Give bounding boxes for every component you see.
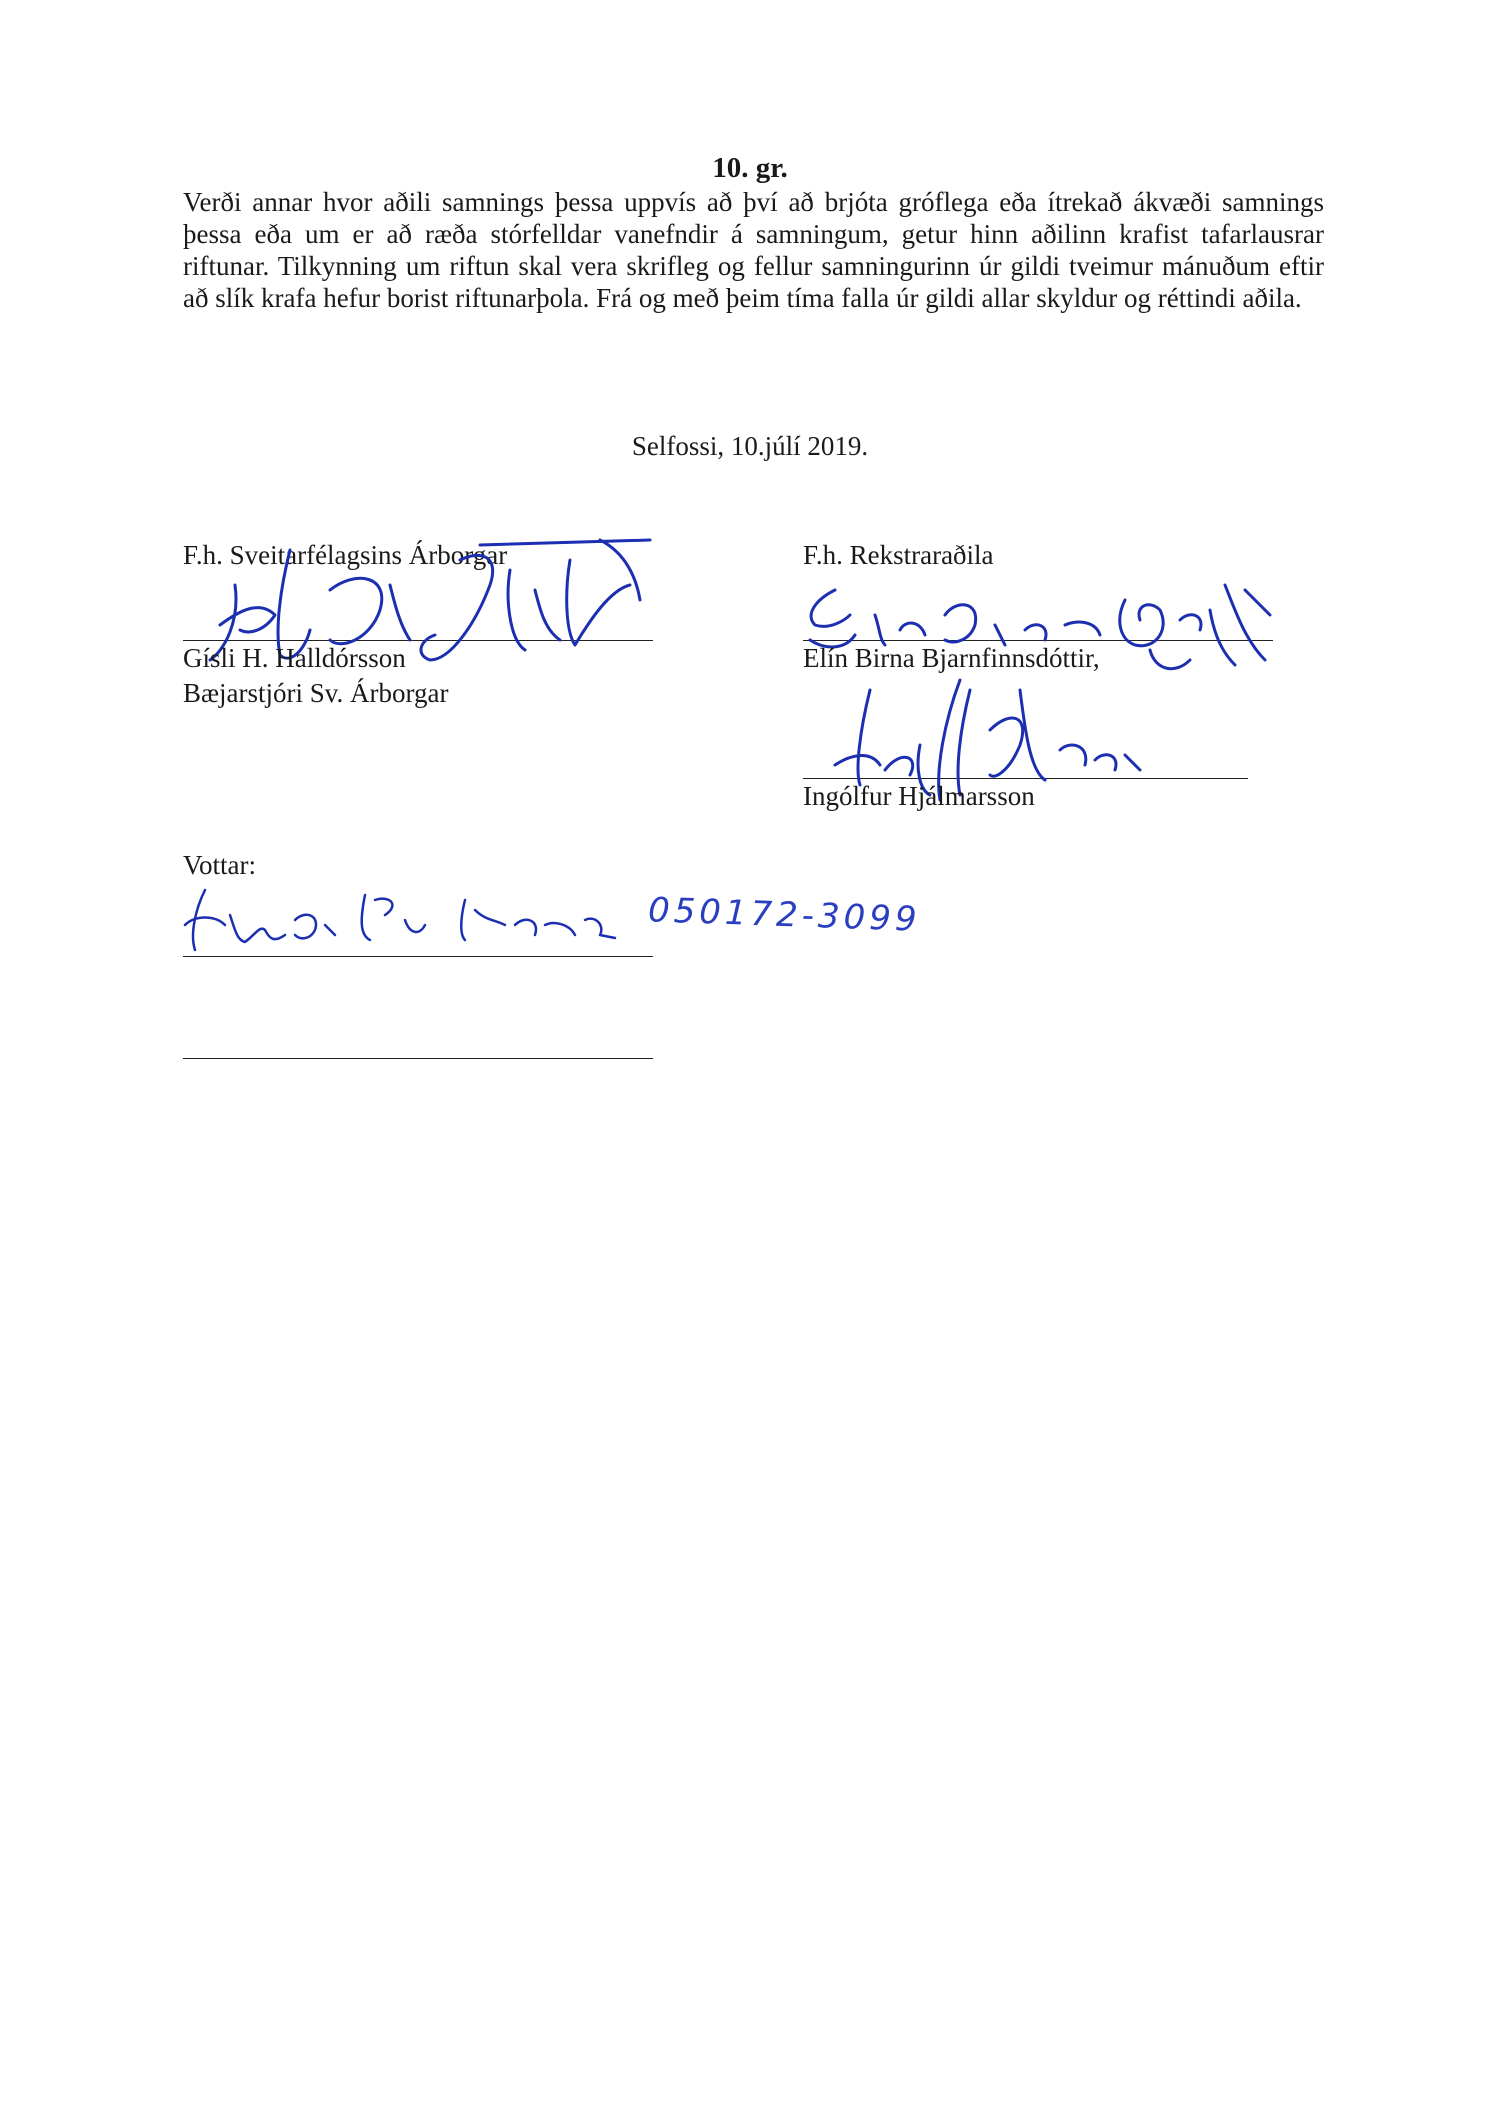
right-signatory-name-1: Elín Birna Bjarnfinnsdóttir, <box>803 643 1100 673</box>
left-on-behalf-of: F.h. Sveitarfélagsins Árborgar <box>183 540 508 570</box>
right-signatory-name-2: Ingólfur Hjálmarsson <box>803 781 1035 811</box>
witness-1-handwritten-signature <box>175 880 645 960</box>
section-paragraph: Verði annar hvor aðili samnings þessa uppvís að því að brjóta gróflega eða ítrekað ákvæði samnings þessa eða um er að ræða stórfelldar vanefndir á samningum, getur hinn aðilinn krafist tafarlausrar riftunar. Tilkynning um riftun skal vera skrifleg og fellur samningurinn úr gildi tveimur mánuðum eftir að slík krafa hefur borist riftunarþola. Frá og með þeim tíma falla úr gildi allar skyldur og réttindi aðila. <box>183 187 1324 313</box>
witness-1-signature-line <box>183 956 653 957</box>
right-on-behalf-of: F.h. Rekstraraðila <box>803 540 994 570</box>
place-and-date: Selfossi, 10.júlí 2019. <box>631 431 869 461</box>
right-signature-line-1 <box>803 640 1273 641</box>
left-signature-line <box>183 640 653 641</box>
left-signatory-name: Gísli H. Halldórsson <box>183 643 406 673</box>
witnesses-label: Vottar: <box>183 850 256 880</box>
witness-2-signature-line <box>183 1058 653 1059</box>
witness-1-number: 050172-3099 <box>647 890 922 940</box>
right-signature-line-2 <box>803 778 1248 779</box>
section-heading: 10. gr. <box>712 152 788 184</box>
left-signatory-title: Bæjarstjóri Sv. Árborgar <box>183 678 449 708</box>
